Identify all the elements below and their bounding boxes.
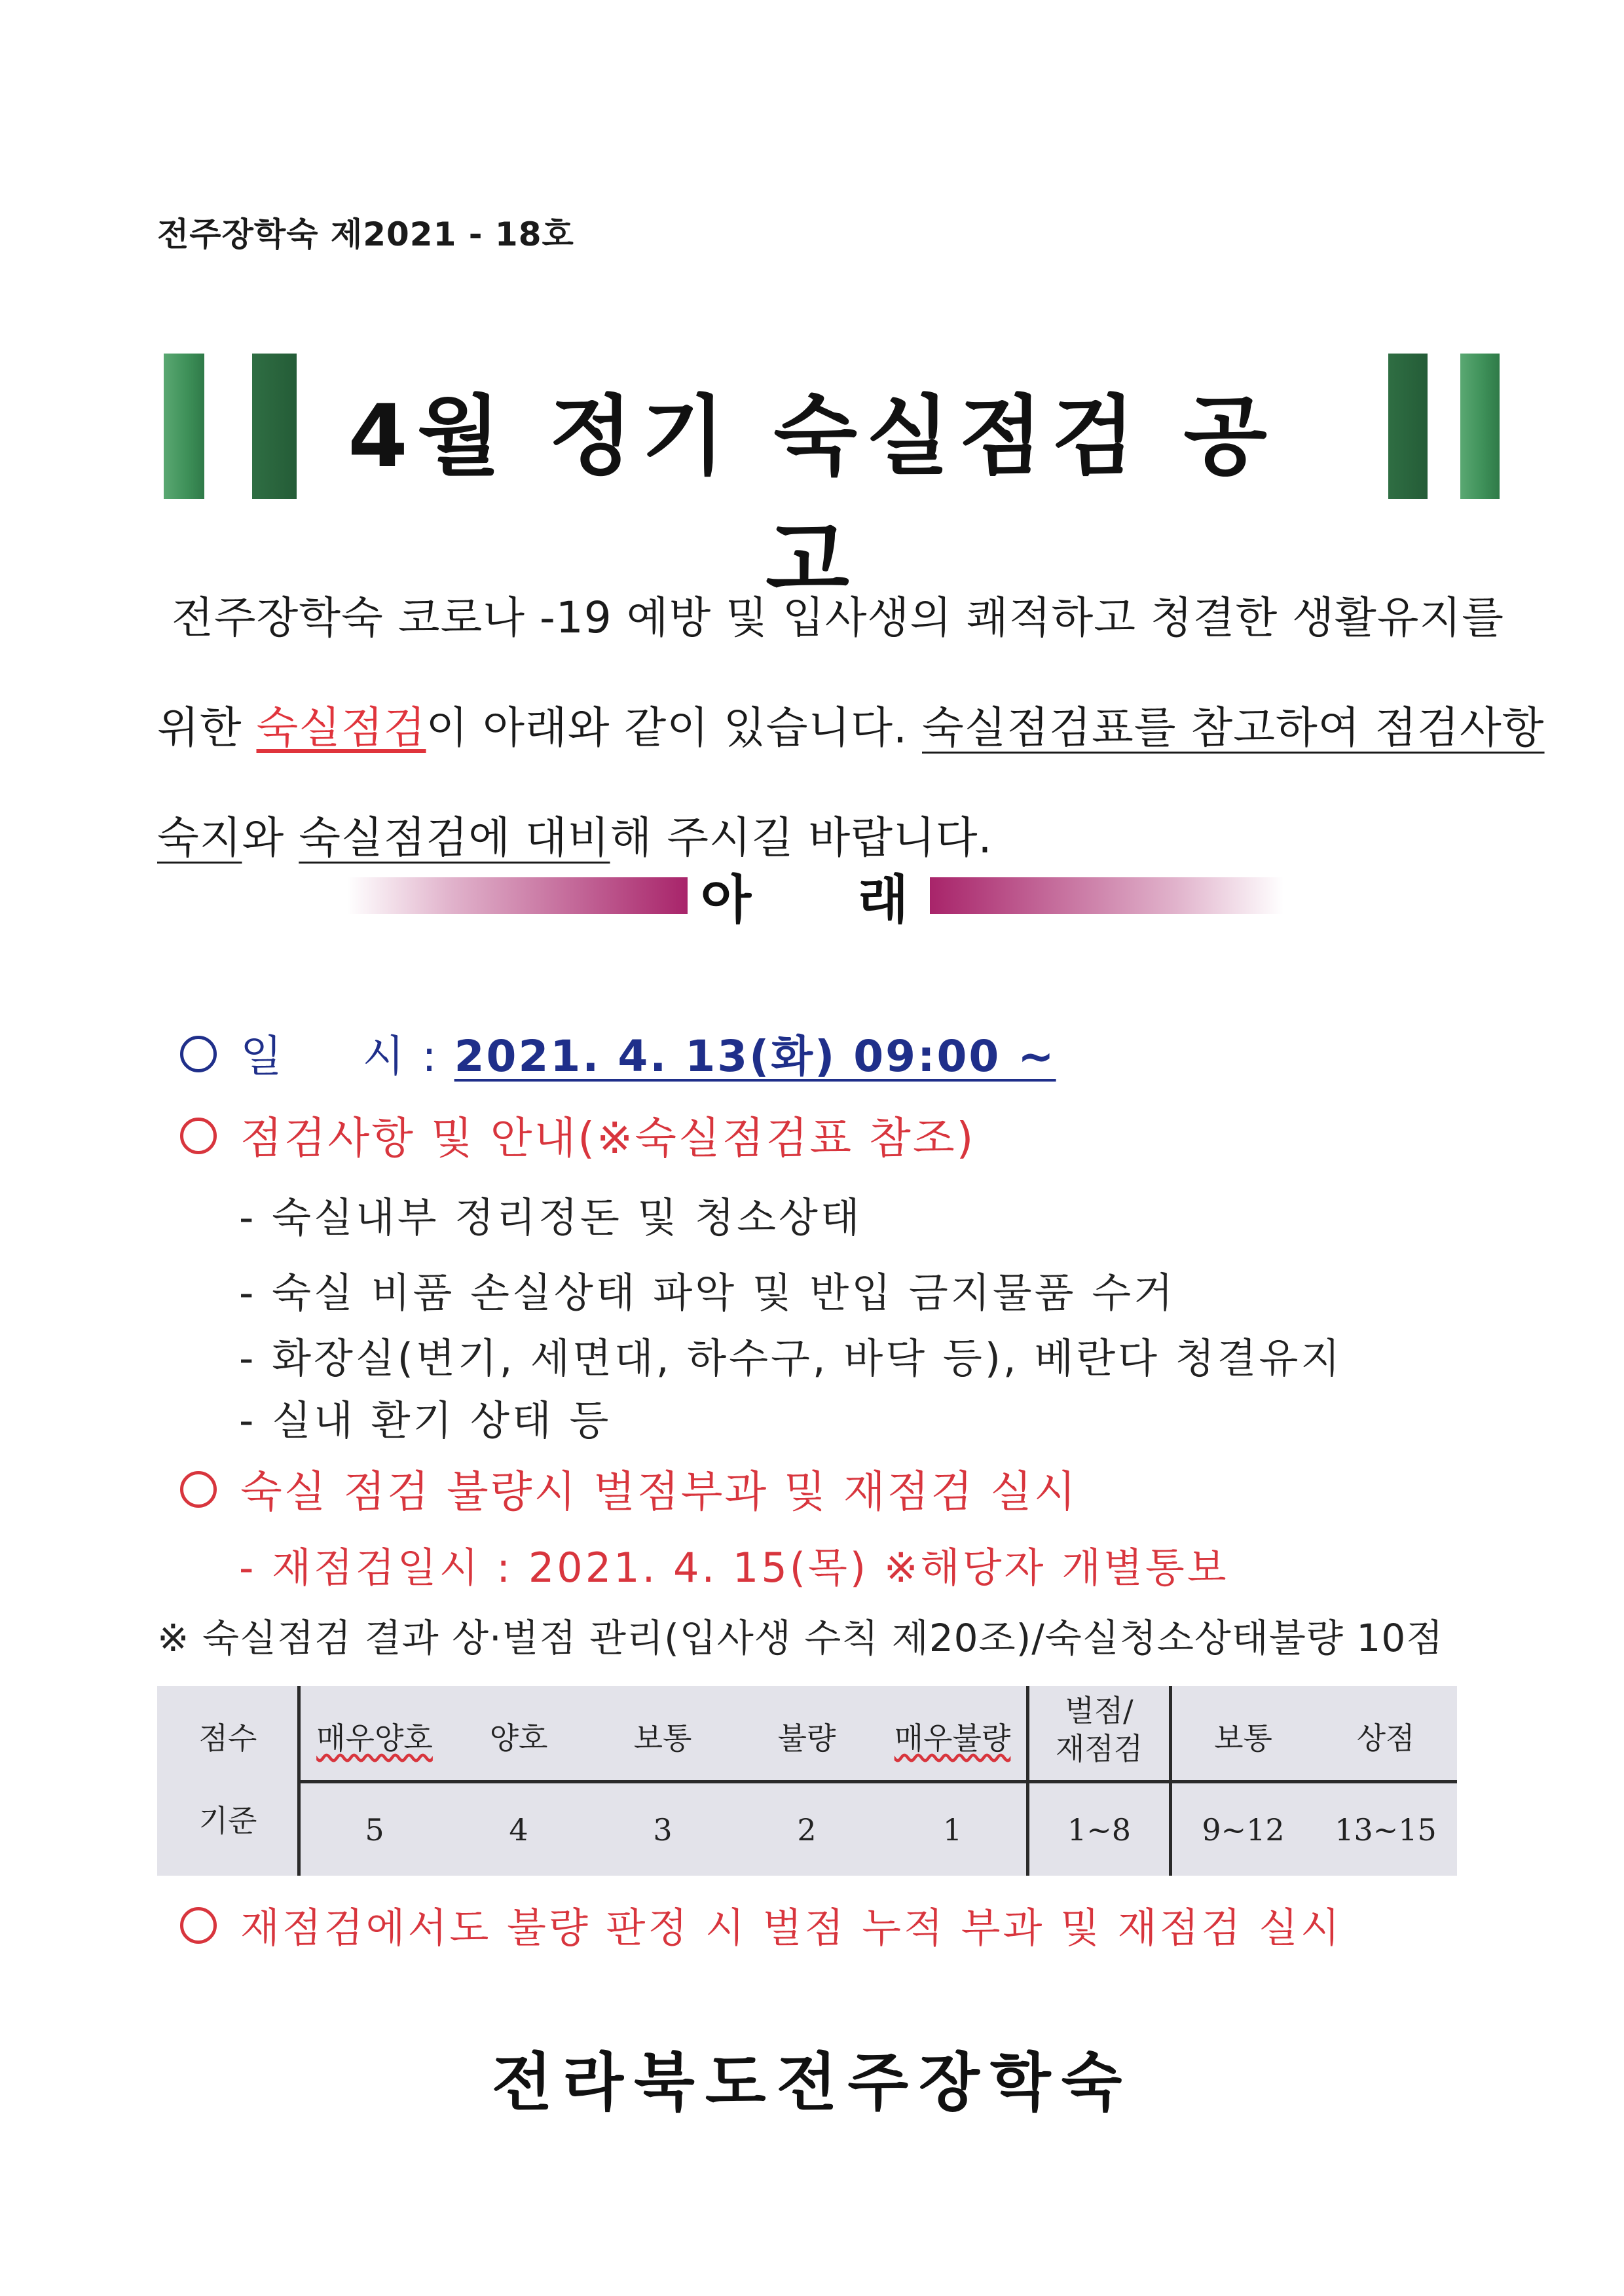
- intro-paragraph: [157, 563, 1545, 893]
- intro-line-1: [157, 563, 1505, 673]
- table-header-cell: 보통: [633, 1721, 692, 1756]
- penalty-header-text: 숙실 점검 불량시 벌점부과 및 재점검 실시: [240, 1467, 1078, 1517]
- table-header-cell: 매우양호: [316, 1721, 433, 1756]
- recheck-line: - 재점검일시 : 2021. 4. 15(목) ※해당자 개별통보: [239, 1544, 1229, 1592]
- intro-line-2-b: 이 아래와 같이 있습니다.: [426, 702, 922, 753]
- table-score-cell: 5: [365, 1812, 384, 1848]
- final-note-text: 재점검에서도 불량 판정 시 벌점 누적 부과 및 재점검 실시: [240, 1904, 1342, 1952]
- final-note: [180, 1895, 1342, 1954]
- score-note: ※ 숙실점검 결과 상·벌점 관리(입사생 수칙 제20조)/숙실청소상태불량 10점: [157, 1616, 1444, 1660]
- table-header-cell: 매우불량: [894, 1721, 1011, 1756]
- check-item: - 실내 환기 상태 등: [239, 1396, 612, 1444]
- table-row-label-2: 기준: [198, 1803, 257, 1838]
- section-heading-left: 아: [701, 869, 754, 930]
- intro-line-2: [157, 673, 1545, 783]
- score-table: [157, 1686, 1457, 1876]
- intro-underline-2: 숙지: [157, 812, 242, 863]
- table-score-cell: 1: [942, 1812, 963, 1848]
- schedule-value: 2021. 4. 13(화) 09:00 ~: [454, 1031, 1056, 1082]
- table-score-cell: 3: [653, 1812, 673, 1848]
- table-score-cell: 4: [509, 1812, 528, 1848]
- table-score-cell: 2: [797, 1812, 817, 1848]
- title-bar-right-inner: [1388, 354, 1428, 499]
- title-bar-right-outer: [1460, 354, 1500, 499]
- circle-bullet-icon: [180, 1036, 217, 1072]
- issuer-signature: 전라북도전주장학숙: [491, 2045, 1133, 2119]
- document-number: 전주장학숙 제2021 - 18호: [157, 215, 574, 253]
- section-ribbon-right: [930, 877, 1283, 914]
- section-heading-right: 래: [858, 869, 912, 930]
- table-header-cell: 상점: [1356, 1721, 1415, 1756]
- table-row-label-1: 점수: [198, 1721, 257, 1756]
- intro-highlight: 숙실점검: [256, 702, 426, 753]
- intro-line-3: [157, 783, 1467, 893]
- section-ribbon-left: [347, 877, 688, 914]
- check-item: - 숙실내부 정리정돈 및 청소상태: [239, 1194, 862, 1241]
- schedule-label: 일 시 :: [240, 1031, 454, 1082]
- table-header-divider: [299, 1780, 1457, 1783]
- title-bar-left-inner: [252, 354, 297, 499]
- page-title: 4월 정기 숙실점검 공고: [348, 386, 1276, 611]
- intro-line-3-b: 해 주시길 바랍니다.: [610, 812, 993, 863]
- table-header-cell: 보통: [1214, 1721, 1272, 1756]
- table-header-cell: 불량: [777, 1721, 836, 1756]
- circle-bullet-icon: [180, 1907, 217, 1944]
- intro-line-2-a: 위한: [157, 702, 257, 753]
- table-score-cell: 13~15: [1335, 1812, 1437, 1848]
- table-header-cell: 양호: [489, 1721, 548, 1756]
- circle-bullet-icon: [180, 1118, 217, 1154]
- table-score-cell: 9~12: [1202, 1812, 1285, 1848]
- schedule-line: [180, 1021, 1056, 1084]
- intro-line-1-text: 전주장학숙 코로나 -19 예방 및 입사생의 쾌적하고 청결한 생활유지를: [171, 592, 1505, 643]
- check-item: - 숙실 비품 손실상태 파악 및 반입 금지물품 수거: [239, 1269, 1175, 1317]
- intro-underline-1: 숙실점검표를 참고하여 점검사항: [922, 702, 1545, 753]
- check-item: - 화장실(변기, 세면대, 하수구, 바닥 등), 베란다 청결유지: [239, 1334, 1343, 1382]
- intro-underline-3: 숙실점검에 대비: [299, 812, 610, 863]
- penalty-header: [180, 1457, 1078, 1519]
- check-header: [180, 1103, 975, 1165]
- check-header-text: 점검사항 및 안내(※숙실점검표 참조): [240, 1113, 976, 1163]
- table-score-cell: 1~8: [1067, 1812, 1132, 1848]
- circle-bullet-icon: [180, 1471, 217, 1508]
- intro-line-3-a: 와: [242, 812, 299, 863]
- table-header-cell: 벌점/ 재점검: [1055, 1693, 1143, 1766]
- title-bar-left-outer: [164, 354, 204, 499]
